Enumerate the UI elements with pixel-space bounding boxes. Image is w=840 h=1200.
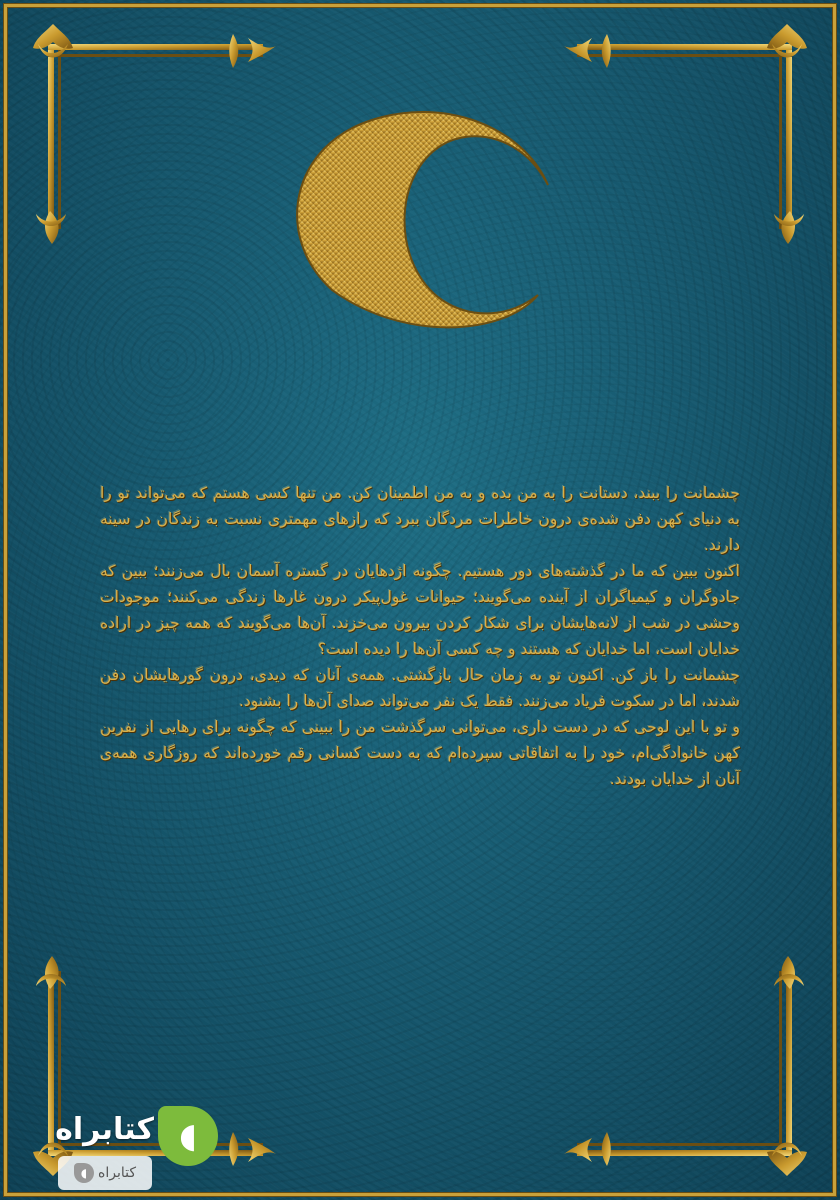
fleur-de-lis-icon [562,16,812,246]
crescent-icon [282,105,552,335]
paragraph: چشمانت را ببند، دستانت را به من بده و به من اطمینان کن. من تنها کسی هستم که می‌تواند تو را به دنیای کهن دفن شده‌ی درون خاطرات مردگان ببرد که رازهای مهمتری نسبت به زندگان در سینه دارند. [100,484,740,554]
small-brand-mark [58,1156,152,1190]
fleur-de-lis-icon [28,16,278,246]
story-text [100,480,740,792]
paragraph: اکنون ببین که ما در گذشته‌های دور هستیم. چگونه اژدهایان در گستره آسمان بال می‌زنند؛ ببین که جادوگران و کیمیاگران از آینده می‌گویند؛ حیوانات غول‌پیکر درون غارها زندگی می‌کنند؛ موجودات وحشی در شب از لانه‌هایشان برای شکار کردن بیرون می‌خزند. آن‌ها می‌گویند که همه چیز در اراده خدایان است، اما خدایان که هستند و چه کسی آن‌ها را دیده است؟ [100,562,740,658]
corner-ornament-top-right [562,16,812,246]
ketabrah-small-logo-icon: ◖ [74,1163,94,1183]
ketabrah-watermark [18,1100,218,1190]
brand-name: کتابراه [55,1112,154,1147]
paragraph: و تو با این لوحی که در دست داری، می‌توانی سرگذشت من را ببینی که چگونه برای رهایی از نفرین کهن خانوادگی‌ام، خود را به اتفاقاتی سپرده‌ام که به دست کسانی رقم خورده‌اند که روزگاری همه‌ی آنان از خدایان بودند. [100,718,740,788]
ketabrah-logo-icon: ◖ [158,1106,218,1166]
small-brand-name: کتابراه [98,1165,137,1181]
corner-ornament-top-left [28,16,278,246]
paragraph: چشمانت را باز کن. اکنون تو به زمان حال بازگشتی. همه‌ی آنان که دیدی، درون گورهایشان دفن شدند، اما در سکوت فریاد می‌زنند. فقط یک نفر می‌تواند صدای آن‌ها را بشنود. [100,666,740,710]
fleur-de-lis-icon [562,954,812,1184]
corner-ornament-bottom-right [562,954,812,1184]
